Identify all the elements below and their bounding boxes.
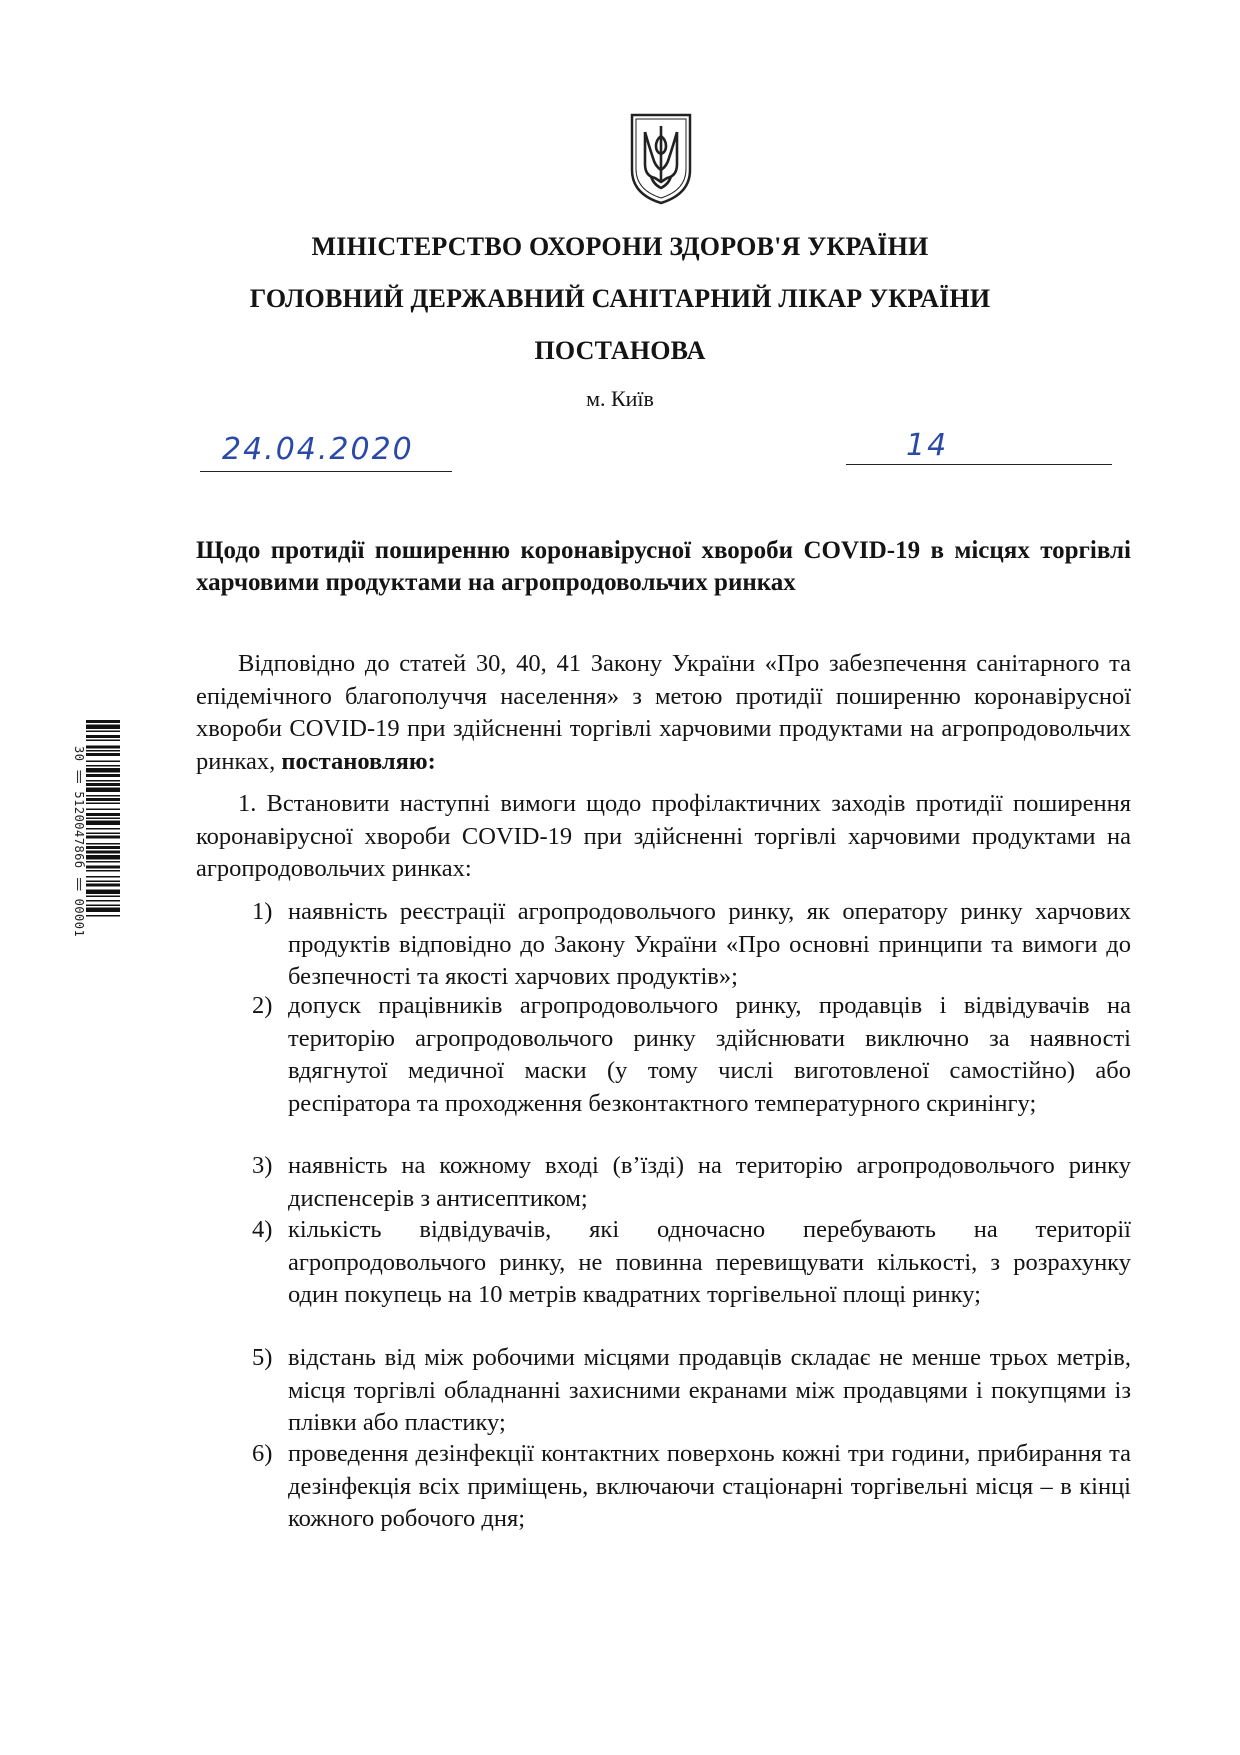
number-underline (846, 464, 1112, 465)
official-title: ГОЛОВНИЙ ДЕРЖАВНИЙ САНІТАРНИЙ ЛІКАР УКРАЇНИ (249, 284, 991, 313)
list-item-text: відстань від між робочими місцями продавців складає не менше трьох метрів, місця торгівлі обладнанні захисними екранами між продавцями і покупцями із плівки або пластику; (288, 1344, 1131, 1436)
clause-1 (196, 788, 1131, 886)
list-item (252, 1214, 1131, 1312)
list-item (252, 896, 1131, 994)
list-item-number: 6) (252, 1440, 273, 1467)
list-item-text: наявність реєстрації агропродовольчого ринку, як оператору ринку харчових продуктів відповідно до Закону України «Про основні принципи та вимоги до безпечності та якості харчових продуктів»; (288, 898, 1131, 990)
list-item-text: кількість відвідувачів, які одночасно перебувають на території агропродовольчого ринку, не повинна перевищувати кількості, з розрахунку один покупець на 10 метрів квадратних торгівельної площі ринку; (288, 1216, 1131, 1308)
list-item-number: 5) (252, 1344, 273, 1371)
list-item (252, 1150, 1131, 1215)
list-item (252, 1438, 1131, 1536)
barcode-icon (86, 718, 120, 966)
trident-coat-of-arms-icon (629, 112, 693, 206)
document-title: Щодо протидії поширенню коронавірусної хвороби COVID-19 в місцях торгівлі харчовими продуктами на агропродовольчих ринках (196, 537, 1131, 596)
list-item-text: проведення дезінфекції контактних поверхонь кожні три години, прибирання та дезінфекція всіх приміщень, включаючи стаціонарні торгівельні місця – в кінці кожного робочого дня; (288, 1440, 1131, 1532)
list-item-text: допуск працівників агропродовольчого ринку, продавців і відвідувачів на територію агропродовольчого ринку здійснювати виключно за наявності вдягнутої медичної маски (у тому числі виготовленої самостійно) або респіратора та проходження безконтактного температурного скринінгу; (288, 992, 1131, 1117)
clause-1-text: 1. Встановити наступні вимоги щодо профілактичних заходів протидії поширення коронавірусної хвороби COVID-19 при здійсненні торгівлі харчовими продуктами на агропродовольчих ринках: (196, 790, 1131, 882)
handwritten-date: 24.04.2020 (222, 432, 414, 467)
list-item (252, 1342, 1131, 1440)
list-item-number: 3) (252, 1152, 273, 1179)
date-underline (200, 471, 452, 472)
list-item-number: 2) (252, 992, 273, 1019)
preamble-text: Відповідно до статей 30, 40, 41 Закону України «Про забезпечення санітарного та епідемічного благополуччя населення» з метою протидії поширенню коронавірусної хвороби COVID-19 при здійсненні торгівлі харчовими продуктами на агропродовольчих ринках, (196, 650, 1131, 775)
barcode-number: 30 ‖ 512004786б ‖ 00001 (72, 746, 86, 938)
list-item-number: 4) (252, 1216, 273, 1243)
list-item (252, 990, 1131, 1120)
handwritten-number: 14 (906, 428, 949, 463)
preamble-decree-word: постановляю: (281, 747, 436, 775)
preamble-paragraph (196, 648, 1131, 778)
ministry-name: МІНІСТЕРСТВО ОХОРОНИ ЗДОРОВ'Я УКРАЇНИ (311, 232, 929, 261)
list-item-text: наявність на кожному вході (в’їзді) на територію агропродовольчого ринку диспенсерів з антисептиком; (288, 1152, 1131, 1212)
list-item-number: 1) (252, 898, 273, 925)
document-type: ПОСТАНОВА (534, 336, 706, 365)
city-label: м. Київ (586, 386, 654, 411)
document-barcode (58, 718, 124, 966)
